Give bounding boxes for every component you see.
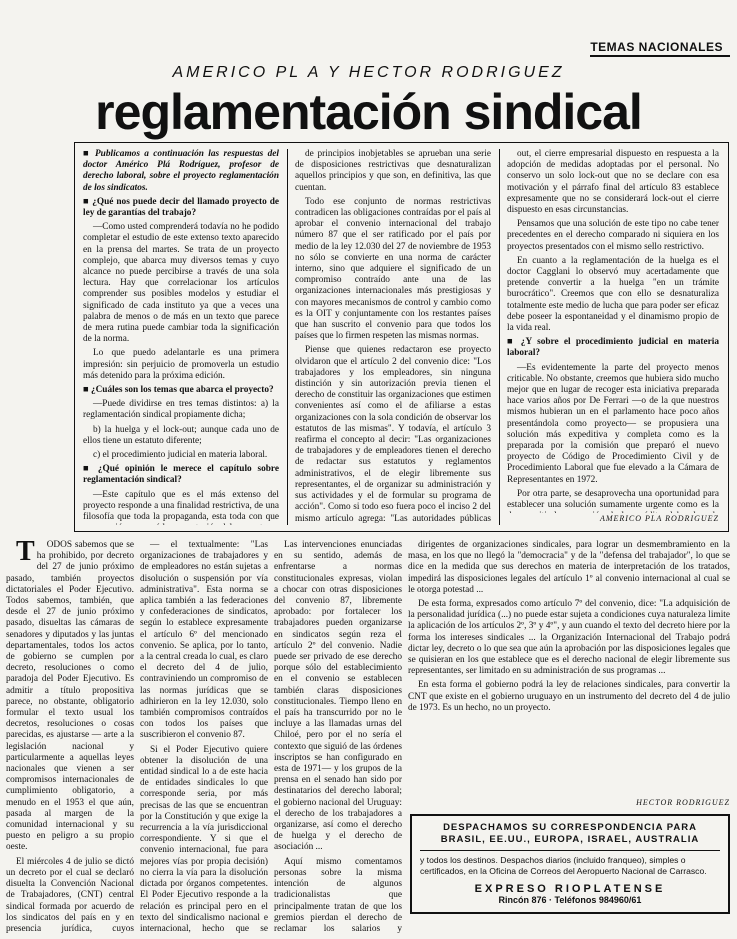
text-paragraph [83,450,279,461]
text-paragraph [408,599,730,677]
paragraph-text: — el textualmente: "Las organizaciones de trabajadores y de empleadores no están sujetas a disolución o suspensión por vía administrativa". Esta norma se aplica también a las federaciones y confederaciones de sindicatos, según lo establece expresamente el artículo 6º del mencionado convenio. Se aplica, por lo tanto, a la central creada lo cual, es claro el decreto del 4 de julio, contraviniendo un compromiso de las normas jurídicas que se adhirieron en la ley 12.030, solo también compromisos contraídos con todos los países que suscribieron el convenio 87. [140,540,268,741]
interview-column-1 [83,149,279,525]
interview-box [74,142,729,532]
paragraph-text: En cuanto a la reglamentación de la huelga es el doctor Cagglani lo observó muy acertadamente que pretende convertir a la huelga "en un trámite burocrático". Creemos que con ello se desnaturaliza totalmente este medio de lucha que para poder ser eficaz debe poseer la espontaneidad y el dinamismo propio de la vida real. [507,255,719,334]
drop-cap: T [16,540,35,567]
article-column-4 [408,540,730,796]
paragraph-text: ■ ¿Cuáles son los temas que abarca el proyecto? [83,385,274,396]
text-paragraph [6,540,134,854]
text-paragraph [295,345,491,525]
column-divider [287,149,288,525]
paragraph-text: ■ ¿Y sobre el procedimiento judicial en materia laboral? [507,337,719,359]
text-paragraph [6,857,134,934]
text-paragraph [507,363,719,486]
paragraph-text: c) el procedimiento judicial en materia laboral. [93,450,268,461]
paragraph-text: Todo ese conjunto de normas restrictivas contradicen las obligaciones contraídas por el país al aprobar el convenio internacional del trabajo número 87 que el ser ratificado por el país por medio de la ley 12.030 del 27 de noviembre de 1953 no sólo se convierte en una norma de carácter interno, sino que adquiere el significado de un compromiso contraído ante una de las organizaciones internacionales más prestigiosas y con mayores mecanismos de control y cambio como es la OIT y conjuntamente con los restantes países que han suscrito el convenio para que todos los países que lo firmen respeten las mismas normas. [295,196,491,342]
article-column-3 [274,540,402,934]
interview-signature: AMERICO PLA RODRIGUEZ [599,514,719,523]
text-paragraph [295,197,491,343]
interview-column-3 [507,149,719,513]
text-paragraph [83,222,279,345]
text-paragraph [507,149,719,216]
paragraph-text: ■ ¿Qué opinión le merece el capítulo sobre reglamentación sindical? [83,464,279,486]
text-paragraph [507,219,719,253]
interview-column-2 [295,149,491,525]
paragraph-text: De esta forma, expresados como artículo 7º del convenio, dice: "La adquisición de la personalidad jurídica (...) no puede estar sujeta a condiciones cuya naturaleza limite la aplicación de los artículos 2º, 3º y 4º", y aun cuando el texto del decreto hiere por la forma los intereses sindicales ... la Organización Internacional del Trabajo podrá dictar ley, decreto o lo que sea que aún la aprobación por las disposiciones legales que se quisieran en los que establece que es el derecho nacional de elegir libremente sus representantes, ser limitado en su administración de sus programas ... [408,599,730,677]
text-paragraph [507,489,719,513]
page-title: reglamentación sindical [95,84,642,140]
question-paragraph [83,464,279,486]
text-paragraph [83,490,279,525]
section-tag: TEMAS NACIONALES [590,40,723,54]
text-paragraph [83,425,279,447]
text-paragraph [140,745,268,934]
question-paragraph [83,385,279,396]
paragraph-text: dirigentes de organizaciones sindicales, para lograr un desmembramiento en la masa, en los que no llegó la "democracia" y de la "defensa del trabajador", lo que se dice en la medida que sus derechos en materia de interpretación de los tratados, impedirá las disposiciones legales del artículo 1º al convenio internacional al cual se le otorga potestad ... [408,540,730,595]
article-column-1 [6,540,134,934]
paragraph-text: Si el Poder Ejecutivo quiere obtener la disolución de una entidad sindical lo a de este hacia de entidades sindicales lo que corresponde seria, por más precisas de las que se encuentran por la Constitución y que exige la recurrencia a la vía jurisdiccional correspondiente. Y si que el convenio internacional, fue para mejores vías por propia decisión) no cierra la vía para la disolución dictada por órganos competentes. El Poder Ejecutivo responde a la relación es principal pero en el texto del sindicalismo nacional e internacional, hecho que se [140,744,268,934]
paragraph-text: —Puede dividirse en tres temas distintos: a) la reglamentación sindical propiamente dicha; [83,399,279,421]
paragraph-text: b) la huelga y el lock-out; aunque cada uno de ellos tiene un estatuto diferente; [83,424,279,446]
paragraph-text: El miércoles 4 de julio se dictó un decreto por el cual se declaró disuelta la Convención Nacional de Trabajadores, (CNT) central sindical formada por acuerdo de los sindicatos del país en y en presencia jurídica, cuyos [6,856,134,934]
text-paragraph [274,857,402,934]
text-paragraph [83,149,279,194]
text-paragraph [507,256,719,334]
advertisement [410,814,730,914]
paragraph-text: ■ Publicamos a continuación las respuestas del doctor Américo Plá Rodríguez, profesor de derecho laboral, sobre el proyecto reglamentación de los sindicatos. [83,149,279,193]
question-paragraph [507,337,719,359]
text-paragraph [295,149,491,194]
question-paragraph [83,197,279,219]
text-paragraph [274,540,402,854]
article-column-2 [140,540,268,934]
text-paragraph [83,348,279,382]
paragraph-text: Por otra parte, se desaprovecha una oportunidad para establecer una solución sumamente urgente como es la [507,488,719,511]
paragraph-text: Piense que quienes redactaron ese proyecto olvidaron que el artículo 2 del convenio dice: "Los trabajadores y los empleadores, sin ninguna distinción y sin autorización previa tienen el derecho de constituir las organizaciones que estimen convenientes así como el de afiliarse a estas organizaciones con la sola condición de observar los estatutos de las mismas". Y todavía, el artículo 3 reafirma el concepto al decir: "Las organizaciones de trabajadores y de empleadores tienen el derecho de redactar sus estatutos y reglamentos administrativos, el de elegir libremente sus representantes, el de organizar su administración y sus actividades y el de formular su programa de acción". Como si todo eso fuera poco el inciso 2 del mismo artículo agrega: "Las autoridades públicas [295,345,491,524]
text-paragraph [83,399,279,421]
paragraph-text: de principios inobjetables se aprueban una serie de disposiciones restrictivas que desnaturalizan aquellos principios y que son, en definitiva, las que cuentan. [295,149,491,193]
paragraph-text: out, el cierre empresarial dispuesto en respuesta a la adopción de medidas adoptadas por el personal. No conservo un solo lock-out que no se declare con esa motivación y el párrafo final del artículo 83 establece expresamente que no se considerará lock-out el cierre dispuesto en esas circunstancias. [507,149,719,216]
ad-address: Rincón 876 · Teléfonos 984960/61 [498,895,642,905]
paragraph-text: —Es evidentemente la parte del proyecto menos criticable. No obstante, creemos que hubiera sido mucho mejor que en lugar de recoger esta iniciativa preparada hace varios años por De Ferrari —o de la que nuestros mismos hubieran un en el parlamento hace poco años presentándola como proyecto— se propusiera una solución más expeditiva y completa como es la preparada por la comisión que preparó el nuevo proyecto de Código de Procedimiento Civil y de Procedimiento Laboral que fue elevado a la Cámara de Representantes en 1972. [507,362,719,485]
text-paragraph [408,540,730,596]
paragraph-text: Pensamos que una solución de este tipo no cabe tener precedentes en el derecho comparado ni siquiera en los proyectos presentados con el mismo sello restrictivo. [507,219,719,252]
paragraph-text: —Como usted comprenderá todavía no he podido completar el estudio de este extenso texto aparecido en la prensa del martes. Se trata de un proyecto complejo, que abarca muy diversos temas y cuyo alcance no puede percibirse a través de una sola lectura. Hay que correlacionar los artículos comprender sus posibles modelos y estudiar el significado de cada instituto ya que a veces una palabra de menos o de más en un texto que parece de mera rutina puede cambiar toda la significación de la norma. [83,222,279,345]
ad-company: EXPRESO RIOPLATENSE [474,883,666,895]
paragraph-text: Las intervenciones enunciadas en su sentido, además de enfrentarse a normas constitucionales expresas, violan a chocar con otras disposiciones del convenio 87, libremente aprobado: por fortalecer los trabajadores pueden organizarse en sindicatos según reza el artículo 2º del convenio. Nadie puede ser privado de ese derecho porque sólo del establecimiento en el convenio se establecen también claras disposiciones constitucionales. Tiempo lleno en el país ha transcurrido por no le incluye a las llamadas urnas del Chiloé, pero por el no sería el contexto que siguió de las órdenes inscriptos se han configurado en esta de 1971— y los grupos de la prensa en el senado han sido por destinatarios del derecho laboral; el gobierno nacional del Uruguay: el derecho de los trabajadores a organizarse, así como el derecho de huelga y el derecho de asociación ... [274,540,402,853]
ad-body: y todos los destinos. Despachos diarios (incluido franqueo), simples o certificados, en la Oficina de Correos del Aeropuerto Nacional de Carrasco. [420,855,707,876]
paragraph-text: En esta forma el gobierno podrá la ley de relaciones sindicales, para convertir la CNT que existe en el gobierno uruguayo en un instrumento del decreto del 4 de julio de 1973. Es un hecho, no un proyecto. [408,680,730,713]
article-signature: HECTOR RODRIGUEZ [636,798,730,807]
text-paragraph [408,680,730,714]
paragraph-text: —Este capítulo que es el más extenso del proyecto responde a una finalidad restrictiva, de una filosofía que toda la propaganda, esta toda con que [83,489,279,523]
text-paragraph [140,540,268,742]
paragraph-text: Aquí mismo comentamos personas sobre la misma intención de algunos tradicionalistas que principalmente tratan de que los gremios pierdan el derecho de reclamar los salarios y [274,856,402,934]
article-authors: AMERICO PL A Y HECTOR RODRIGUEZ [172,64,565,81]
paragraph-text: Lo que puedo adelantarle es una primera impresión: sin perjuicio de promoverla un estudio más detenido para la próxima edición. [83,348,279,381]
column-divider [499,149,500,525]
ad-title: DESPACHAMOS SU CORRESPONDENCIA PARA BRASIL, EE.UU., EUROPA, ISRAEL, AUSTRALIA [420,822,720,851]
paragraph-text: ■ ¿Qué nos puede decir del llamado proyecto de ley de garantías del trabajo? [83,196,279,219]
paragraph-text: ODOS sabemos que se ha prohibido, por decreto del 27 de junio próximo pasado, también proyectos dictatoriales el Poder Ejecutivo. Todos sabemos, también, que desde el 27 de junio próximo pasado, disueltas las cámaras de senadores y diputados y las juntas departamentales, todos los actos de gobierno se cumplen por decreto, resoluciones o como paradoja del Poder Ejecutivo. Es admitir a título propositiva parece, no obstante, obligatorio formular el texto usual los decretos, resoluciones o cosas parecidas, es ajustarse — arte a la legislación nacional y particularmente a aquellas leyes nacionales que vienen a ser compromisos internacionales de cumplimiento obligatorio, a menudo en el 1953 el que aún, pasada al margen de la comunidad internacional y su puesto en peligro a su propio oeste. [6,540,134,853]
section-rule [590,55,730,57]
